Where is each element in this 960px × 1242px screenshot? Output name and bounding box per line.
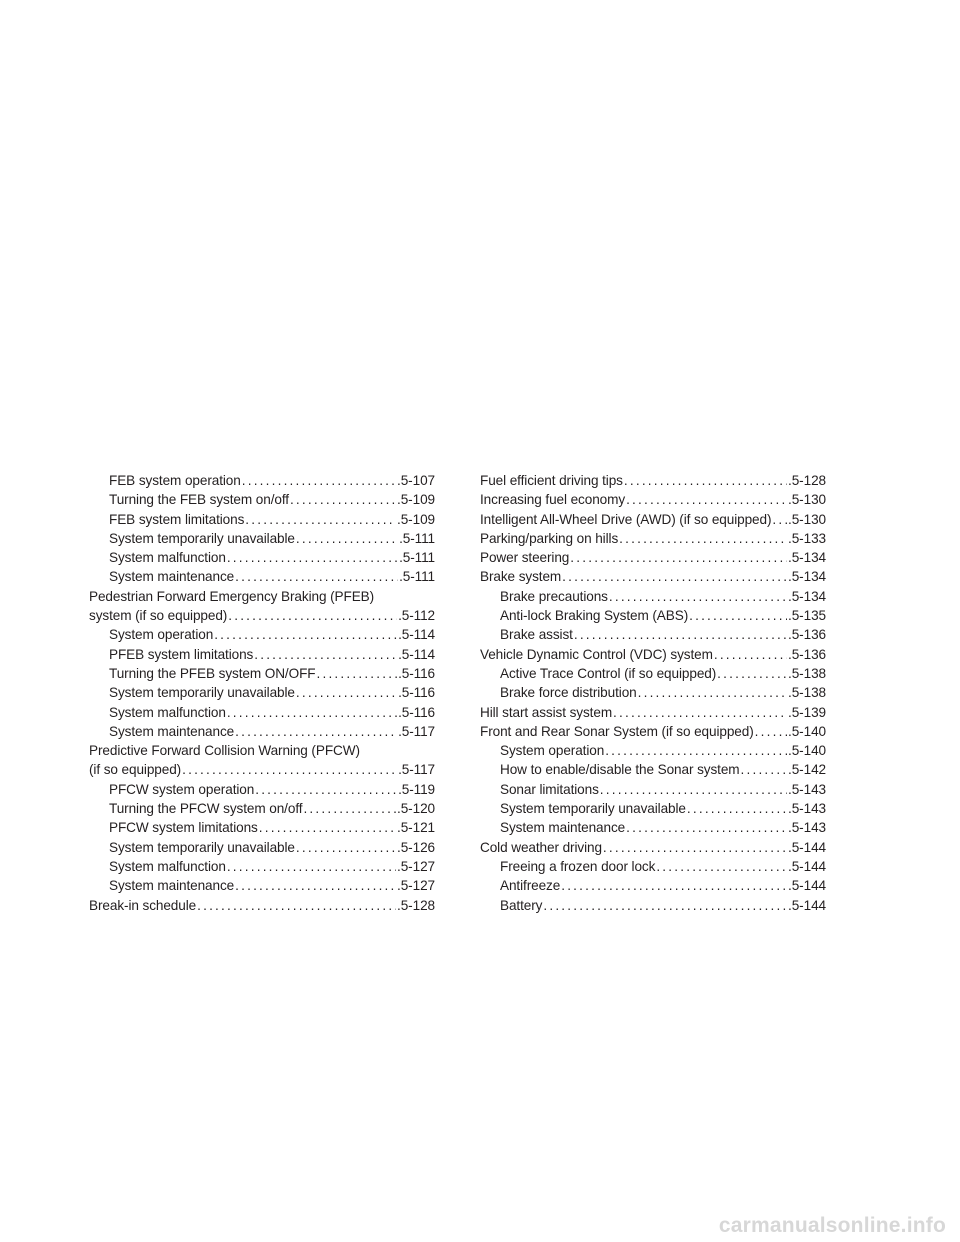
- toc-leader-dots: [543, 896, 787, 915]
- toc-page-number: .5-117: [398, 762, 435, 778]
- toc-leader-dots: [626, 490, 787, 509]
- toc-entry-title: Power steering: [480, 550, 570, 566]
- toc-page-number: .5-114: [398, 627, 435, 643]
- toc-leader-dots: [235, 876, 396, 895]
- toc-entry[interactable]: [480, 510, 826, 529]
- toc-page-number: .5-130: [788, 492, 826, 508]
- toc-entry[interactable]: [89, 664, 435, 683]
- toc-entry[interactable]: [480, 587, 826, 606]
- toc-column-left: [89, 471, 435, 915]
- toc-leader-dots: [689, 606, 787, 625]
- toc-entry-title-continued: system (if so equipped): [89, 608, 228, 624]
- toc-leader-dots: [600, 780, 787, 799]
- toc-page-number: .5-111: [399, 569, 435, 585]
- toc-entry[interactable]: [89, 741, 435, 780]
- toc-entry-title: PFCW system limitations: [109, 820, 258, 836]
- toc-page-number: .5-143: [788, 820, 826, 836]
- toc-entry-title: System temporarily unavailable: [109, 685, 295, 701]
- toc-leader-dots: [574, 625, 787, 644]
- toc-entry-title: System malfunction: [109, 704, 226, 720]
- toc-leader-dots: [255, 780, 397, 799]
- toc-entry[interactable]: [89, 780, 435, 799]
- toc-page-number: .5-139: [788, 704, 826, 720]
- toc-entry[interactable]: [480, 780, 826, 799]
- toc-entry[interactable]: [89, 876, 435, 895]
- toc-leader-dots: [303, 799, 396, 818]
- toc-column-right: [480, 471, 826, 915]
- toc-leader-dots: [638, 683, 787, 702]
- toc-entry-title: Antifreeze: [500, 878, 561, 894]
- toc-entry[interactable]: [89, 510, 435, 529]
- toc-page-number: .5-128: [788, 473, 826, 488]
- toc-page-number: .5-109: [397, 511, 435, 527]
- toc-leader-dots: [259, 818, 396, 837]
- toc-entry[interactable]: [89, 683, 435, 702]
- toc-leader-dots: [227, 857, 396, 876]
- toc-entry-title: FEB system operation: [109, 473, 241, 488]
- toc-entry[interactable]: [480, 703, 826, 722]
- toc-page-number: .5-116: [398, 704, 435, 720]
- toc-entry[interactable]: [480, 683, 826, 702]
- toc-page-number: .5-126: [397, 839, 435, 855]
- toc-leader-dots: [296, 529, 398, 548]
- toc-entry[interactable]: [480, 625, 826, 644]
- toc-leader-dots: [717, 664, 787, 683]
- toc-entry-title: System temporarily unavailable: [109, 839, 295, 855]
- toc-entry[interactable]: [480, 645, 826, 664]
- toc-leader-dots: [182, 760, 397, 779]
- toc-leader-dots: [755, 722, 787, 741]
- toc-entry-title: Increasing fuel economy: [480, 492, 626, 508]
- toc-page-number: .5-144: [788, 897, 826, 913]
- toc-entry[interactable]: [480, 896, 826, 915]
- toc-entry[interactable]: [480, 490, 826, 509]
- toc-entry-title: Cold weather driving: [480, 839, 602, 855]
- toc-entry[interactable]: [480, 664, 826, 683]
- toc-page-number: .5-133: [788, 530, 826, 546]
- toc-page-number: .5-128: [397, 897, 435, 913]
- toc-page-number: .5-144: [788, 878, 826, 894]
- toc-leader-dots: [619, 529, 787, 548]
- toc-page-number: .5-119: [398, 781, 435, 797]
- toc-leader-dots: [562, 567, 787, 586]
- toc-entry[interactable]: [89, 857, 435, 876]
- toc-entry[interactable]: [89, 838, 435, 857]
- toc-entry[interactable]: [89, 587, 435, 626]
- toc-leader-dots: [242, 471, 396, 490]
- toc-entry-title: Pedestrian Forward Emergency Braking (PFEB): [89, 588, 375, 604]
- toc-entry[interactable]: [89, 625, 435, 644]
- toc-leader-dots: [317, 664, 398, 683]
- toc-entry-title: Sonar limitations: [500, 781, 599, 797]
- toc-entry-title: System malfunction: [109, 550, 226, 566]
- toc-entry[interactable]: [480, 567, 826, 586]
- toc-entry-title: Break-in schedule: [89, 897, 197, 913]
- toc-page-number: .5-116: [398, 665, 435, 681]
- toc-page-number: .5-130: [788, 511, 826, 527]
- toc-page-number: .5-111: [399, 550, 435, 566]
- toc-page-number: .5-138: [788, 685, 826, 701]
- toc-leader-dots: [605, 741, 787, 760]
- toc-page-number: .5-127: [397, 878, 435, 894]
- toc-entry-title: System operation: [500, 743, 605, 759]
- toc-leader-dots: [227, 703, 397, 722]
- toc-page-number: .5-120: [397, 801, 435, 817]
- toc-leader-dots: [656, 857, 787, 876]
- toc-leader-dots: [561, 876, 787, 895]
- toc-entry[interactable]: [89, 799, 435, 818]
- toc-page-number: .5-134: [788, 569, 826, 585]
- toc-entry-title: Brake system: [480, 569, 562, 585]
- toc-entry-title: System maintenance: [109, 878, 235, 894]
- toc-page-number: .5-136: [788, 646, 826, 662]
- toc-entry-title: FEB system limitations: [109, 511, 245, 527]
- toc-page-number: .5-109: [397, 492, 435, 508]
- toc-leader-dots: [254, 645, 397, 664]
- toc-entry-title: Parking/parking on hills: [480, 530, 619, 546]
- toc-page-number: .5-134: [788, 588, 826, 604]
- toc-entry[interactable]: [89, 471, 435, 490]
- toc-page-number: .5-142: [788, 762, 826, 778]
- toc-entry-title: Brake assist: [500, 627, 573, 643]
- toc-leader-dots: [197, 896, 396, 915]
- toc-entry[interactable]: [89, 548, 435, 567]
- toc-entry-title: Predictive Forward Collision Warning (PFCW): [89, 743, 360, 759]
- toc-page-number: .5-138: [788, 665, 826, 681]
- toc-entry[interactable]: [89, 896, 435, 915]
- toc-page-number: .5-117: [398, 723, 435, 739]
- toc-entry-title: System maintenance: [109, 723, 235, 739]
- toc-entry-title: System temporarily unavailable: [500, 801, 686, 817]
- toc-entry[interactable]: [480, 857, 826, 876]
- toc-entry[interactable]: [480, 548, 826, 567]
- toc-entry-title: Hill start assist system: [480, 704, 613, 720]
- toc-leader-dots: [235, 567, 398, 586]
- toc-page-number: .5-116: [398, 685, 435, 701]
- toc-entry-title: System malfunction: [109, 858, 226, 874]
- toc-leader-dots: [214, 625, 397, 644]
- toc-entry-title: System maintenance: [109, 569, 235, 585]
- toc-entry[interactable]: [480, 722, 826, 741]
- toc-leader-dots: [772, 510, 787, 529]
- toc-leader-dots: [603, 838, 787, 857]
- toc-entry-title: PFCW system operation: [109, 781, 255, 797]
- toc-page-number: .5-107: [397, 473, 435, 488]
- toc-entry[interactable]: [89, 567, 435, 586]
- toc-entry[interactable]: [480, 760, 826, 779]
- toc-page-number: .5-143: [788, 781, 826, 797]
- toc-entry[interactable]: [480, 838, 826, 857]
- toc-leader-dots: [290, 490, 396, 509]
- toc-entry[interactable]: [480, 529, 826, 548]
- toc-page-number: .5-136: [788, 627, 826, 643]
- toc-entry-title: Turning the PFEB system ON/OFF: [109, 665, 316, 681]
- toc-entry-title: System maintenance: [500, 820, 626, 836]
- watermark: carmanualsonline.info: [718, 1214, 946, 1237]
- toc-entry-title: System temporarily unavailable: [109, 530, 295, 546]
- toc-entry-title: Front and Rear Sonar System (if so equipped): [480, 723, 754, 739]
- toc-entry-title: Freeing a frozen door lock: [500, 858, 656, 874]
- toc-page-number: .5-140: [788, 743, 826, 759]
- toc-leader-dots: [609, 587, 787, 606]
- toc-leader-dots: [624, 471, 787, 490]
- toc-entry[interactable]: [89, 490, 435, 509]
- toc-entry[interactable]: [89, 703, 435, 722]
- toc-leader-dots: [296, 838, 396, 857]
- toc-entry-title: Brake force distribution: [500, 685, 637, 701]
- toc-entry-title: Intelligent All-Wheel Drive (AWD) (if so equipped): [480, 511, 772, 527]
- toc-page-number: .5-127: [397, 858, 435, 874]
- toc-entry-title-continued: (if so equipped): [89, 762, 182, 778]
- toc-entry[interactable]: [89, 645, 435, 664]
- toc-leader-dots: [626, 818, 787, 837]
- toc-leader-dots: [227, 548, 398, 567]
- toc-entry[interactable]: [480, 741, 826, 760]
- toc-leader-dots: [570, 548, 787, 567]
- toc-entry-title: Turning the FEB system on/off: [109, 492, 289, 508]
- toc-entry-title: Battery: [500, 897, 543, 913]
- toc-entry-title: System operation: [109, 627, 214, 643]
- toc-entry-title: Turning the PFCW system on/off: [109, 801, 303, 817]
- toc-entry-title: Active Trace Control (if so equipped): [500, 665, 717, 681]
- toc-entry-title: Fuel efficient driving tips: [480, 473, 623, 488]
- toc-page-number: .5-121: [397, 820, 435, 836]
- toc-entry[interactable]: [480, 876, 826, 895]
- toc-page-number: .5-135: [788, 608, 826, 624]
- toc-page-number: .5-144: [788, 839, 826, 855]
- toc-page-number: .5-140: [788, 723, 826, 739]
- toc-entry[interactable]: [89, 722, 435, 741]
- toc-page-number: .5-134: [788, 550, 826, 566]
- toc-entry-title: PFEB system limitations: [109, 646, 254, 662]
- toc-leader-dots: [235, 722, 397, 741]
- toc-entry[interactable]: [480, 799, 826, 818]
- toc-page-number: .5-111: [399, 530, 435, 546]
- toc-leader-dots: [613, 703, 787, 722]
- toc-entry-title: How to enable/disable the Sonar system: [500, 762, 740, 778]
- toc-page-number: .5-144: [788, 858, 826, 874]
- toc-page-number: .5-112: [398, 608, 435, 624]
- toc-entry[interactable]: [89, 818, 435, 837]
- toc-leader-dots: [228, 606, 397, 625]
- toc-leader-dots: [714, 645, 787, 664]
- toc-entry[interactable]: [480, 818, 826, 837]
- toc-entry[interactable]: [480, 606, 826, 625]
- toc-entry[interactable]: [89, 529, 435, 548]
- toc-leader-dots: [245, 510, 396, 529]
- toc-entry-title: Anti-lock Braking System (ABS): [500, 608, 689, 624]
- toc-entry-title: Brake precautions: [500, 588, 608, 604]
- toc-entry[interactable]: [480, 471, 826, 490]
- toc-leader-dots: [687, 799, 787, 818]
- toc-leader-dots: [296, 683, 397, 702]
- toc-page-number: .5-114: [398, 646, 435, 662]
- toc-leader-dots: [741, 760, 788, 779]
- toc-entry-title: Vehicle Dynamic Control (VDC) system: [480, 646, 713, 662]
- toc-page-number: .5-143: [788, 801, 826, 817]
